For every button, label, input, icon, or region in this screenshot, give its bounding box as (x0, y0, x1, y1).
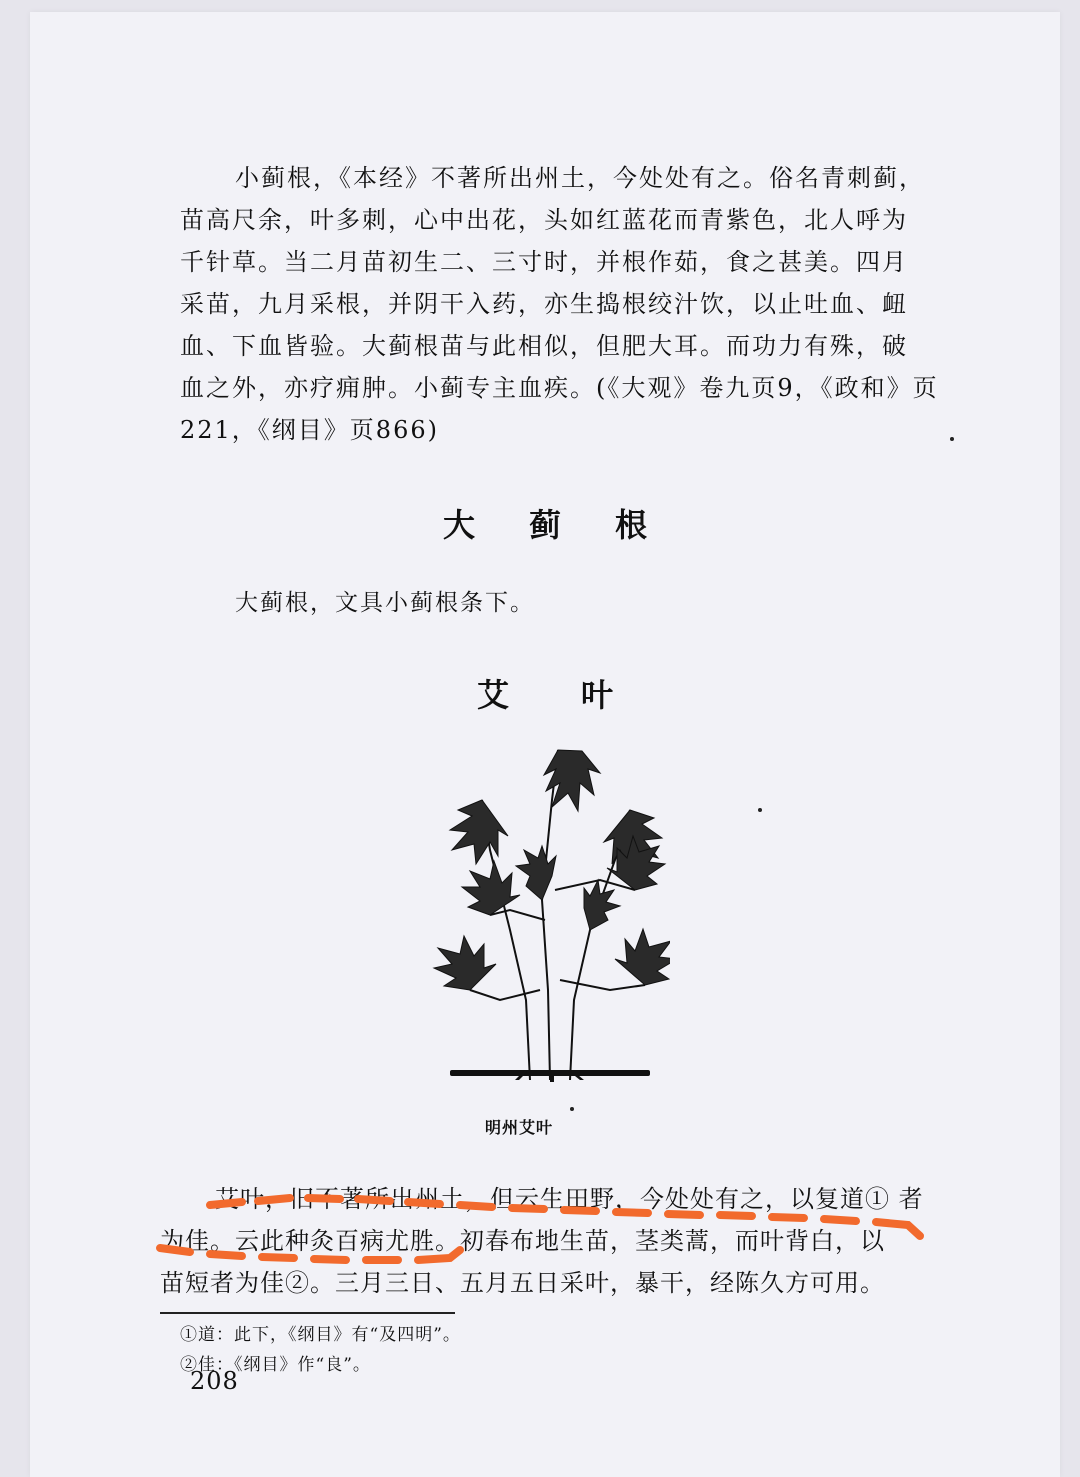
plant-stem (470, 990, 540, 1000)
plant-stem (490, 910, 545, 920)
plant-stem (560, 980, 645, 990)
entry-daji: 大蓟根，文具小蓟根条下。 (235, 590, 535, 616)
entry-line: 苗短者为佳②。三月三日、五月五日采叶，暴干，经陈久方可用。 (160, 1269, 885, 1297)
entry-line: 千针草。当二月苗初生二、三寸时，并根作茹，食之甚美。四月 (180, 248, 908, 276)
illustration-caption: 明州艾叶 (485, 1118, 554, 1137)
leaf (434, 936, 496, 990)
leaf (584, 880, 620, 930)
entry-line: 苗高尺余，叶多刺，心中出花，头如红蓝花而青紫色，北人呼为 (180, 206, 908, 234)
footnote-2: ②佳：《纲目》作“良”。 (180, 1355, 371, 1375)
print-speck (950, 437, 954, 441)
mugwort-woodcut-illustration (430, 740, 670, 1090)
entry-line: 采苗，九月采根，并阴干入药，亦生捣根绞汁饮，以止吐血、衄 (180, 290, 908, 318)
page-number: 208 (190, 1367, 239, 1395)
leaf (615, 929, 670, 985)
print-speck (570, 1107, 574, 1111)
entry-line: 血之外，亦疗痈肿。小蓟专主血疾。(《大观》卷九页9，《政和》页 (180, 374, 939, 402)
footnote-1: ①道：此下，《纲目》有“及四明”。 (180, 1325, 461, 1345)
leaf (516, 846, 556, 900)
book-page (30, 12, 1060, 1477)
heading-daji: 大蓟根 (442, 506, 701, 544)
leaf (462, 861, 520, 915)
entry-line: 艾叶，旧不著所出州土，但云生田野，今处处有之，以复道① 者 (215, 1185, 924, 1213)
leaf (450, 800, 508, 864)
entry-line: 221，《纲目》页866) (180, 416, 439, 444)
entry-line: 小蓟根，《本经》不著所出州土，今处处有之。俗名青刺蓟， (235, 164, 925, 192)
heading-aiye: 艾叶 (476, 676, 685, 714)
entry-aiye-paragraph (160, 1178, 960, 1304)
entry-line: 为佳。云此种灸百病尤胜。初春布地生苗，茎类蒿，而叶背白，以 (160, 1227, 885, 1255)
footnote-divider (160, 1312, 455, 1314)
print-speck (758, 808, 762, 812)
entry-line: 血、下血皆验。大蓟根苗与此相似，但肥大耳。而功力有殊，破 (180, 332, 908, 360)
entry-xiaoji-paragraph (180, 157, 970, 451)
